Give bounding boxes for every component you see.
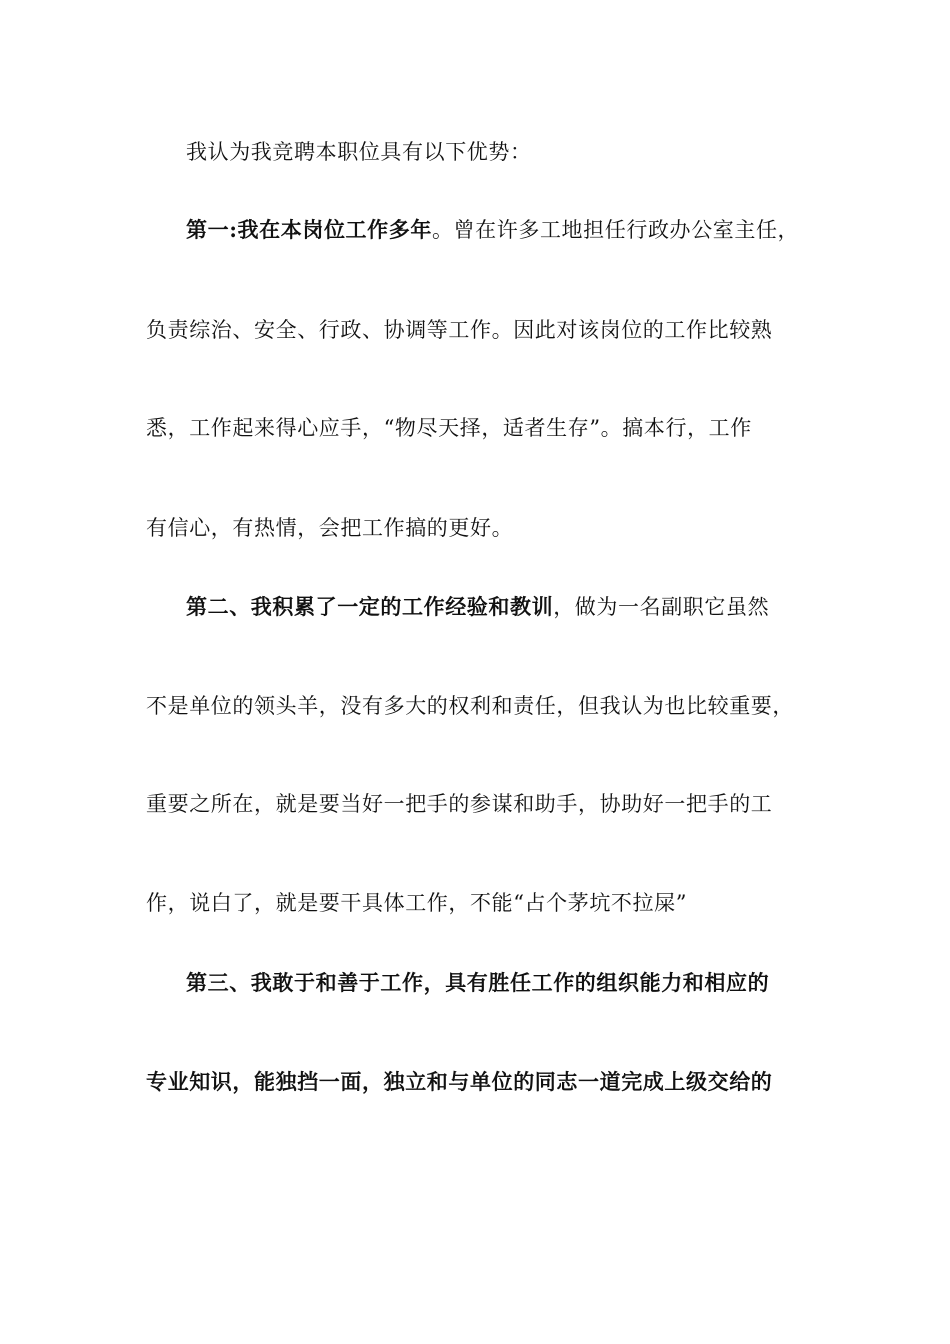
line-text: 我认为我竞聘本职位具有以下优势：: [186, 140, 532, 164]
point-one-line: [186, 214, 866, 246]
paragraph-line: [146, 512, 826, 544]
point-one-heading: 第一:我在本岗位工作多年: [186, 217, 432, 242]
line-text: 重要之所在，就是要当好一把手的参谋和助手，协助好一把手的工: [146, 792, 773, 816]
line-text: 负责综治、安全、行政、协调等工作。因此对该岗位的工作比较熟: [146, 318, 773, 342]
paragraph-line: [146, 314, 826, 346]
paragraph-line: [146, 690, 826, 722]
line-text: 悉，工作起来得心应手，“物尽天择，适者生存”。搞本行，工作: [146, 416, 752, 440]
paragraph-line: [146, 412, 826, 444]
line-text: 作，说白了，就是要干具体工作，不能“占个茅坑不拉屎”: [146, 891, 688, 915]
line-text: 。曾在许多工地担任行政办公室主任，: [431, 218, 800, 242]
point-three-line: [186, 967, 866, 999]
line-text: 不是单位的领头羊，没有多大的权利和责任，但我认为也比较重要，: [146, 694, 794, 718]
paragraph-line: [146, 1066, 826, 1098]
line-text: ，做为一名副职它虽然: [553, 595, 770, 619]
intro-line: [186, 136, 866, 168]
point-two-line: [186, 591, 866, 623]
point-two-heading: 第二、我积累了一定的工作经验和教训: [186, 594, 554, 619]
paragraph-line: [146, 788, 826, 820]
line-text: 有信心，有热情，会把工作搞的更好。: [146, 516, 514, 540]
paragraph-line: [146, 887, 826, 919]
line-text: 专业知识，能独挡一面，独立和与单位的同志一道完成上级交给的: [146, 1069, 773, 1094]
line-text: 第三、我敢于和善于工作，具有胜任工作的组织能力和相应的: [186, 970, 770, 995]
